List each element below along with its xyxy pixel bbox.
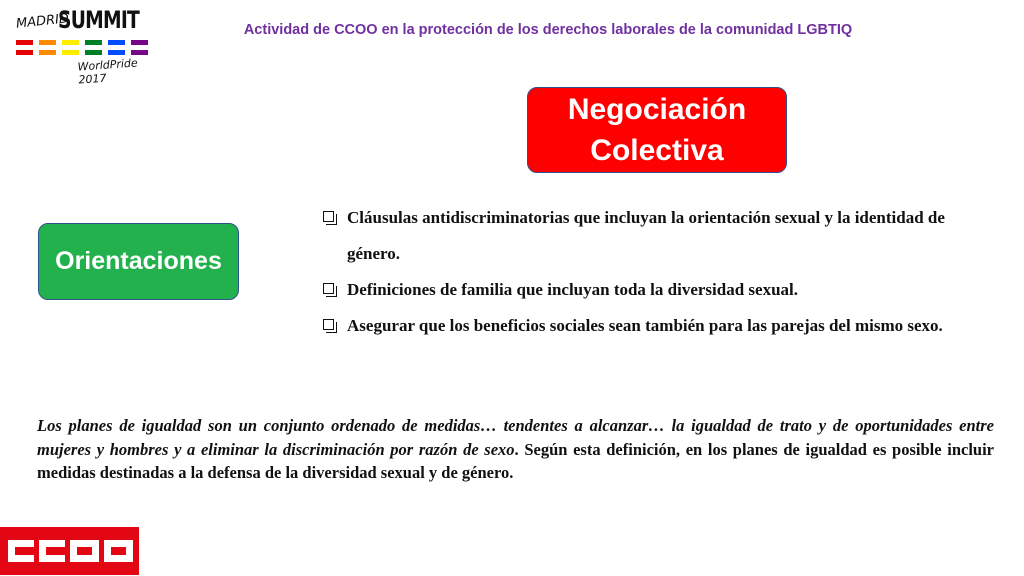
pride-stripe: [16, 50, 33, 55]
bullet-text: Definiciones de familia que incluyan toda la diversidad sexual.: [347, 280, 799, 299]
bullet-list: [322, 200, 962, 344]
checkbox-bullet-icon: [323, 319, 334, 330]
negociacion-colectiva-box: [527, 87, 787, 173]
negociacion-line-1: Negociación: [567, 93, 747, 126]
planes-igualdad-paragraph: [37, 414, 994, 485]
logo-summit-text: SUMMIT: [58, 6, 139, 34]
logo-worldpride-text: WorldPride 2017: [77, 56, 139, 87]
pride-stripe: [131, 50, 148, 55]
pride-stripe: [131, 40, 148, 45]
bullet-item: [322, 272, 962, 308]
slide-header-title: Actividad de CCOO en la protección de los derechos laborales de la comunidad LGBTIQ: [243, 22, 853, 38]
pride-stripe: [85, 40, 102, 45]
pride-stripe: [108, 50, 125, 55]
paragraph-explanation: . Según esta definición, en los planes de igualdad es posible incluir medidas destinadas a la defensa de la diversidad sexual y de género.: [37, 439, 994, 482]
logo-madrid-text: MADRID: [15, 11, 70, 32]
pride-stripe: [85, 50, 102, 55]
negociacion-line-2: Colectiva: [590, 134, 724, 167]
bullet-item: [322, 200, 962, 272]
ccoo-logo: [0, 527, 139, 575]
madrid-summit-logo: [12, 6, 152, 87]
orientaciones-label: Orientaciones: [55, 247, 222, 275]
pride-stripe: [39, 50, 56, 55]
checkbox-bullet-icon: [323, 211, 334, 222]
pride-stripe: [39, 40, 56, 45]
pride-stripe: [62, 40, 79, 45]
pride-stripe: [108, 40, 125, 45]
bullet-text: Asegurar que los beneficios sociales sean también para las parejas del mismo sexo.: [347, 316, 943, 335]
pride-stripe: [62, 50, 79, 55]
paragraph-quote: Los planes de igualdad son un conjunto ordenado de medidas… tendentes a alcanzar… la igualdad de trato y de oportunidades entre mujeres y hombres y a eliminar la discriminación por razón de sexo: [37, 416, 994, 459]
pride-stripe: [16, 40, 33, 45]
bullet-item: [322, 308, 962, 344]
orientaciones-box: [38, 223, 239, 300]
checkbox-bullet-icon: [323, 283, 334, 294]
bullet-text: Cláusulas antidiscriminatorias que incluyan la orientación sexual y la identidad de género.: [347, 208, 945, 263]
